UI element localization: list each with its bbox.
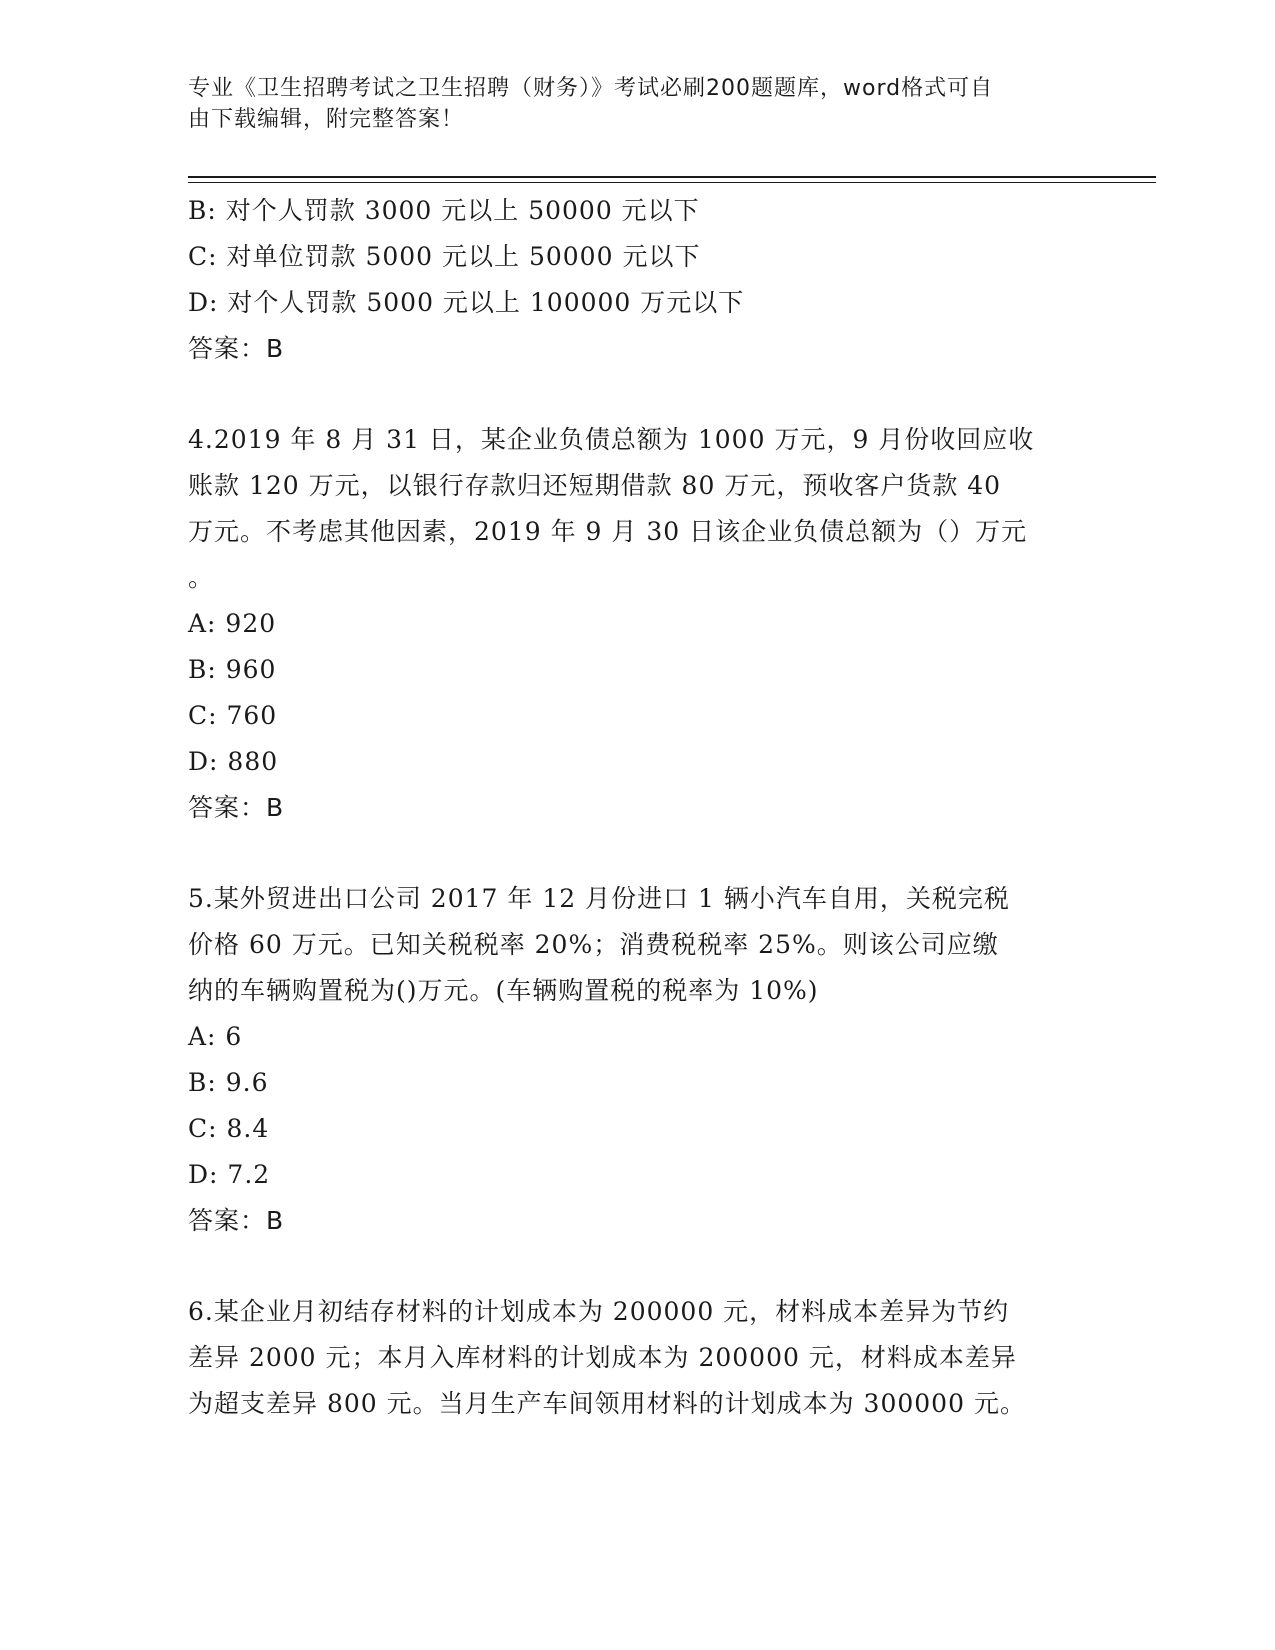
document-body [188,188,1088,1427]
option-d: D: 对个人罚款 5000 元以上 100000 万元以下 [188,288,745,317]
question-text-line: 5.某外贸进出口公司 2017 年 12 月份进口 1 辆小汽车自用，关税完税 [188,884,1010,913]
option-d: D: 880 [188,747,279,776]
question-text-line: 。 [188,563,215,592]
header-divider-thick [188,176,1156,178]
option-a: A: 6 [188,1022,243,1051]
question-text-line: 账款 120 万元，以银行存款归还短期借款 80 万元，预收客户货款 40 [188,471,1002,500]
question-text-line: 4.2019 年 8 月 31 日，某企业负债总额为 1000 万元，9 月份收回应收 [188,425,1035,454]
question-text-line: 差异 2000 元；本月入库材料的计划成本为 200000 元，材料成本差异 [188,1343,1017,1372]
header-title-line-2: 由下载编辑，附完整答案！ [188,107,465,132]
question-text-line: 万元。不考虑其他因素，2019 年 9 月 30 日该企业负债总额为（）万元 [188,517,1028,546]
option-c: C: 对单位罚款 5000 元以上 50000 元以下 [188,242,701,271]
answer-line: 答案：B [188,334,285,363]
question-text-line: 价格 60 万元。已知关税税率 20%；消费税税率 25%。则该公司应缴 [188,930,999,959]
option-b: B: 对个人罚款 3000 元以上 50000 元以下 [188,196,700,225]
header-divider-thin [188,182,1156,183]
option-c: C: 760 [188,701,278,730]
option-d: D: 7.2 [188,1160,271,1189]
option-b: B: 9.6 [188,1068,269,1097]
question-text-line: 为超支差异 800 元。当月生产车间领用材料的计划成本为 300000 元。 [188,1389,1026,1418]
prev-question-block [188,188,1088,372]
question-text-line: 纳的车辆购置税为()万元。(车辆购置税的税率为 10%) [188,976,819,1005]
question-6 [188,1289,1088,1427]
question-text-line: 6.某企业月初结存材料的计划成本为 200000 元，材料成本差异为节约 [188,1297,1010,1326]
question-4 [188,417,1088,831]
answer-line: 答案：B [188,793,285,822]
option-a: A: 920 [188,609,277,638]
spacer [188,1244,1088,1289]
spacer [188,372,1088,417]
option-c: C: 8.4 [188,1114,270,1143]
header-title-line-1: 专业《卫生招聘考试之卫生招聘（财务）》考试必刷200题题库，word格式可自 [188,76,994,101]
question-5 [188,876,1088,1244]
document-header [188,73,1078,135]
option-b: B: 960 [188,655,277,684]
spacer [188,831,1088,876]
answer-line: 答案：B [188,1206,285,1235]
